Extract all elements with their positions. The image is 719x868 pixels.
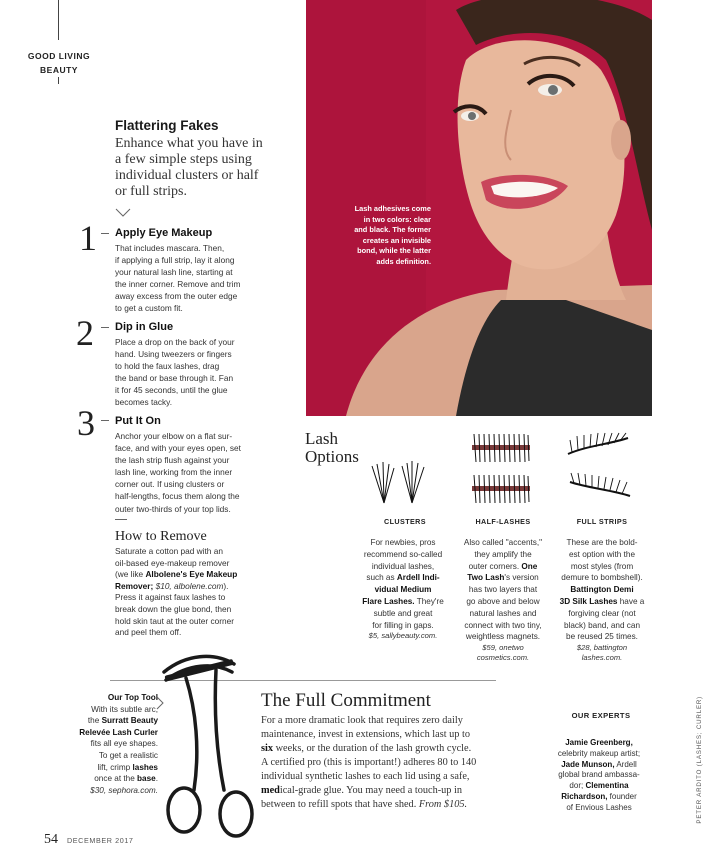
section-label-line2: BEAUTY (40, 65, 78, 75)
expert-line: global brand ambassa- (558, 770, 640, 780)
full-strips-line: est option with the (569, 549, 635, 559)
full-strips-heading: FULL STRIPS (576, 517, 628, 526)
remove-line: Remover; $10, albolene.com). (115, 580, 229, 591)
clusters-body (350, 537, 456, 641)
clusters-line: vidual Medium (374, 585, 432, 595)
step-2-line: Place a drop on the back of your (115, 337, 235, 347)
step-3-line: face, and with your eyes open, set (115, 443, 241, 454)
commitment-body (261, 714, 505, 812)
remove-line: (we like Albolene's Eye Makeup (115, 569, 238, 580)
step-1-number: 1 (79, 218, 97, 258)
experts-body (549, 738, 649, 814)
step-3-line: half-lengths, focus them along the (115, 491, 240, 502)
step-2-line: the band or base through it. Fan (115, 373, 234, 384)
page-number: 54 (44, 832, 58, 847)
step-2-title: Dip in Glue (115, 321, 174, 333)
step-1-title: Apply Eye Makeup (115, 227, 213, 239)
step-2-line: it for 45 seconds, until the glue (115, 385, 228, 396)
half-lashes-line: outer corners. One (468, 561, 538, 571)
commitment-line: A certified pro (this is important!) adheres 80 to 140 (261, 757, 477, 768)
article-title: Flattering Fakes (115, 118, 219, 133)
half-lashes-price: cosmetics.com. (476, 653, 530, 663)
commitment-line: between to refill spots that have shed. From $105. (261, 799, 468, 810)
half-lashes-heading: HALF-LASHES (475, 517, 531, 526)
step-3-body (115, 430, 277, 515)
half-lashes-line: they amplify the (474, 549, 532, 559)
full-strip-image-bottom (568, 470, 632, 507)
step-1-line: That includes mascara. Then, (115, 243, 225, 253)
step-2-number: 2 (76, 313, 94, 353)
full-strips-line: demure to bombshell). (561, 573, 643, 583)
step-3-title: Put It On (115, 415, 161, 427)
step-1-line: to get a custom fit. (115, 303, 183, 314)
expert-line: Jamie Greenberg, (565, 738, 633, 747)
top-tool-line: fits all eye shapes. (90, 739, 158, 749)
remove-rule (115, 519, 127, 520)
commitment-line: six weeks, or the duration of the lash growth cycle. (261, 743, 472, 754)
remove-body (115, 546, 275, 639)
half-lashes-line: has two layers that (468, 585, 538, 595)
remove-title: How to Remove (115, 529, 207, 544)
top-tool-title: Our Top Tool (107, 693, 158, 702)
remove-line: hold skin taut at the outer corner (115, 615, 234, 626)
article-subtitle: Enhance what you have in a few simple steps using individual clusters or half or full strips. (115, 136, 263, 199)
step-2-line: hand. Using tweezers or fingers (115, 349, 232, 360)
expert-line: celebrity makeup artist; (557, 748, 641, 758)
step-3-line: lash line, working from the inner (115, 467, 233, 478)
photo-caption (337, 204, 431, 268)
clusters-line: individual lashes, (371, 561, 435, 571)
top-tool-line: lift, crimp lashes (97, 762, 158, 772)
experts-title: OUR EXPERTS (571, 711, 631, 720)
top-tool-line: To get a realistic (98, 750, 158, 760)
half-lashes-price: $59, onetwo (482, 643, 524, 653)
full-strips-line: forgiving clear (not (568, 608, 636, 618)
top-tool-line: Relevée Lash Curler (79, 727, 158, 737)
section-label (14, 49, 104, 77)
clusters-line: such as Ardell Indi- (366, 573, 440, 583)
full-strips-line: most styles (from (570, 561, 634, 571)
step-1-line: away excess from the outer edge (115, 291, 238, 302)
half-lashes-line: Also called "accents," (463, 538, 543, 547)
chevron-down-icon (115, 204, 131, 222)
expert-line: Richardson, founder (561, 791, 637, 801)
clusters-line: subtle and great (373, 608, 433, 618)
commitment-line: medical-grade glue. You may need a touch-up in (261, 785, 463, 796)
half-lashes-line: go above and below (466, 596, 540, 606)
full-strips-body (550, 537, 654, 663)
clusters-line: recommend so-called (363, 549, 443, 559)
full-strips-line: These are the bold- (566, 538, 638, 547)
half-lashes-line: natural lashes and (469, 608, 537, 618)
expert-line: Jade Munson, Ardell (561, 759, 637, 769)
clusters-line: Flare Lashes. They're (362, 596, 444, 606)
step-1-dash (101, 233, 109, 234)
clusters-heading: CLUSTERS (384, 517, 426, 526)
remove-line: Saturate a cotton pad with an (115, 546, 223, 556)
step-1-line: your natural lash line, starting at (115, 267, 233, 278)
expert-line: of Envious Lashes (566, 802, 632, 812)
step-2-dash (101, 327, 109, 328)
commitment-title: The Full Commitment (261, 690, 431, 711)
caption-line: in two colors: clear (363, 214, 431, 224)
cluster-lashes-image (364, 458, 434, 513)
full-strip-image-top (566, 430, 630, 463)
header-rule-bottom (58, 77, 59, 84)
photo-credit-text: PETER ARDITO (LASHES; CURLER) (696, 696, 703, 824)
lash-options-title-line: Lash (305, 429, 339, 448)
issue-date: DECEMBER 2017 (67, 836, 134, 845)
clusters-price: $5, sallybeauty.com. (368, 631, 438, 641)
half-lashes-image-bottom (470, 473, 532, 510)
half-lashes-line: connect with two tiny, (464, 620, 542, 630)
caption-line: and black. The former (354, 225, 431, 235)
top-tool-line: once at the base. (94, 774, 158, 784)
step-2-line: to hold the faux lashes, drag (115, 361, 220, 372)
lash-curler-image (156, 650, 266, 855)
step-1-line: the inner corner. Remove and trim (115, 279, 241, 290)
remove-line: break down the glue bond, then (115, 603, 232, 614)
commitment-line: maintenance, invest in extensions, which last up to (261, 729, 471, 740)
remove-line: and peel them off. (115, 627, 182, 638)
step-3-dash (101, 420, 109, 421)
top-tool-line: the Surratt Beauty (87, 716, 158, 726)
half-lashes-line: Two Lash's version (467, 573, 539, 583)
caption-line: creates an invisible (362, 235, 431, 245)
header-rule-top (58, 0, 59, 40)
step-3-number: 3 (77, 403, 95, 443)
section-label-line1: GOOD LIVING (27, 51, 91, 61)
remove-line: Press it against faux lashes to (115, 592, 226, 603)
caption-line: bond, while the latter (357, 246, 431, 256)
full-strips-line: Battington Demi (570, 585, 634, 595)
step-3-line: corner out. If using clusters or (115, 479, 225, 490)
step-2-body (115, 336, 277, 409)
step-1-body (115, 242, 277, 315)
step-3-line: outer two-thirds of your top lids. (115, 503, 231, 514)
step-3-line: the lash strip flush against your (115, 455, 230, 466)
half-lashes-image-top (470, 432, 532, 469)
commitment-line: For a more dramatic look that requires zero daily (261, 715, 463, 726)
full-strips-price: lashes.com. (581, 653, 623, 663)
full-strips-line: 3D Silk Lashes have a (559, 596, 645, 606)
top-tool-line: With its subtle arc, (91, 704, 158, 714)
commitment-line: individual synthetic lashes to each lid using a safe, (261, 771, 470, 782)
half-lashes-line: weightless magnets. (465, 632, 541, 642)
caption-line: adds definition. (376, 256, 431, 266)
photo-credit (696, 696, 708, 824)
expert-line: dor; Clementina (569, 781, 629, 791)
step-1-line: if applying a full strip, lay it along (115, 255, 235, 266)
half-lashes-body (451, 537, 555, 663)
clusters-line: For newbies, pros (370, 538, 436, 547)
full-strips-price: $28, battington (576, 643, 628, 653)
caption-line: Lash adhesives come (354, 204, 431, 213)
clusters-line: for filling in gaps. (372, 620, 434, 630)
lash-options-title-line: Options (305, 447, 359, 466)
step-2-line: becomes tacky. (115, 397, 173, 408)
step-3-line: Anchor your elbow on a flat sur- (115, 431, 233, 441)
remove-line: oil-based eye-makeup remover (115, 557, 230, 568)
top-tool-price: $30, sephora.com. (90, 785, 158, 795)
top-tool-box (60, 692, 158, 796)
full-strips-line: black) band, and can (563, 620, 640, 630)
full-strips-line: be reused 25 times. (566, 632, 638, 642)
